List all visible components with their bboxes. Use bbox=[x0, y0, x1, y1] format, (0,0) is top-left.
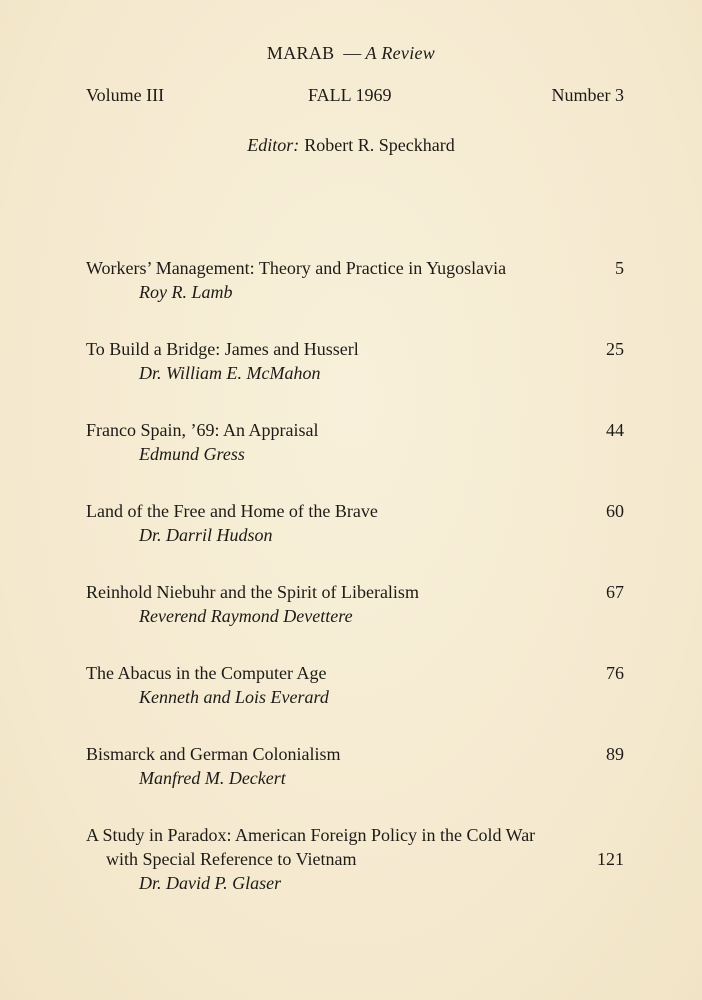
toc-entry bbox=[86, 661, 624, 742]
article-title: Bismarck and German Colonialism bbox=[86, 744, 341, 764]
table-of-contents bbox=[86, 256, 624, 904]
article-author: Reverend Raymond Devettere bbox=[139, 606, 353, 626]
toc-entry bbox=[86, 256, 624, 337]
toc-entry bbox=[86, 580, 624, 661]
page-number: 25 bbox=[606, 339, 624, 359]
article-title: Franco Spain, ’69: An Appraisal bbox=[86, 420, 319, 440]
toc-entry bbox=[86, 337, 624, 418]
issue-season: FALL 1969 bbox=[308, 85, 392, 105]
page-number: 121 bbox=[597, 849, 624, 869]
page-number: 60 bbox=[606, 501, 624, 521]
toc-entry bbox=[86, 499, 624, 580]
article-title: with Special Reference to Vietnam bbox=[106, 849, 357, 869]
article-author: Dr. David P. Glaser bbox=[139, 873, 282, 893]
article-title: A Study in Paradox: American Foreign Policy in the Cold War bbox=[86, 825, 536, 845]
article-author: Edmund Gress bbox=[139, 444, 245, 464]
journal-subtitle: A Review bbox=[365, 43, 436, 63]
editor-label: Editor: bbox=[247, 135, 300, 155]
editor-name: Robert R. Speckhard bbox=[304, 135, 455, 155]
article-author: Roy R. Lamb bbox=[139, 282, 233, 302]
issue-info-row bbox=[86, 85, 624, 109]
article-title: Reinhold Niebuhr and the Spirit of Liberalism bbox=[86, 582, 419, 602]
journal-masthead bbox=[0, 43, 702, 64]
toc-entry bbox=[86, 742, 624, 823]
page-number: 89 bbox=[606, 744, 624, 764]
article-author: Dr. William E. McMahon bbox=[139, 363, 321, 383]
article-author: Kenneth and Lois Everard bbox=[139, 687, 329, 707]
volume-label: Volume III bbox=[86, 85, 165, 105]
article-author: Manfred M. Deckert bbox=[139, 768, 286, 788]
toc-entry bbox=[86, 823, 624, 904]
toc-entry bbox=[86, 418, 624, 499]
article-author: Dr. Darril Hudson bbox=[139, 525, 273, 545]
page-number: 67 bbox=[606, 582, 624, 602]
issue-number: Number 3 bbox=[551, 85, 624, 105]
journal-title: MARAB bbox=[266, 43, 335, 63]
editor-line bbox=[0, 135, 702, 156]
page-number: 5 bbox=[615, 258, 624, 278]
article-title: The Abacus in the Computer Age bbox=[86, 663, 327, 683]
article-title: To Build a Bridge: James and Husserl bbox=[86, 339, 359, 359]
article-title: Land of the Free and Home of the Brave bbox=[86, 501, 378, 521]
page-number: 44 bbox=[606, 420, 624, 440]
page-number: 76 bbox=[606, 663, 624, 683]
article-title: Workers’ Management: Theory and Practice in Yugoslavia bbox=[86, 258, 507, 278]
masthead-dash: — bbox=[343, 43, 362, 63]
